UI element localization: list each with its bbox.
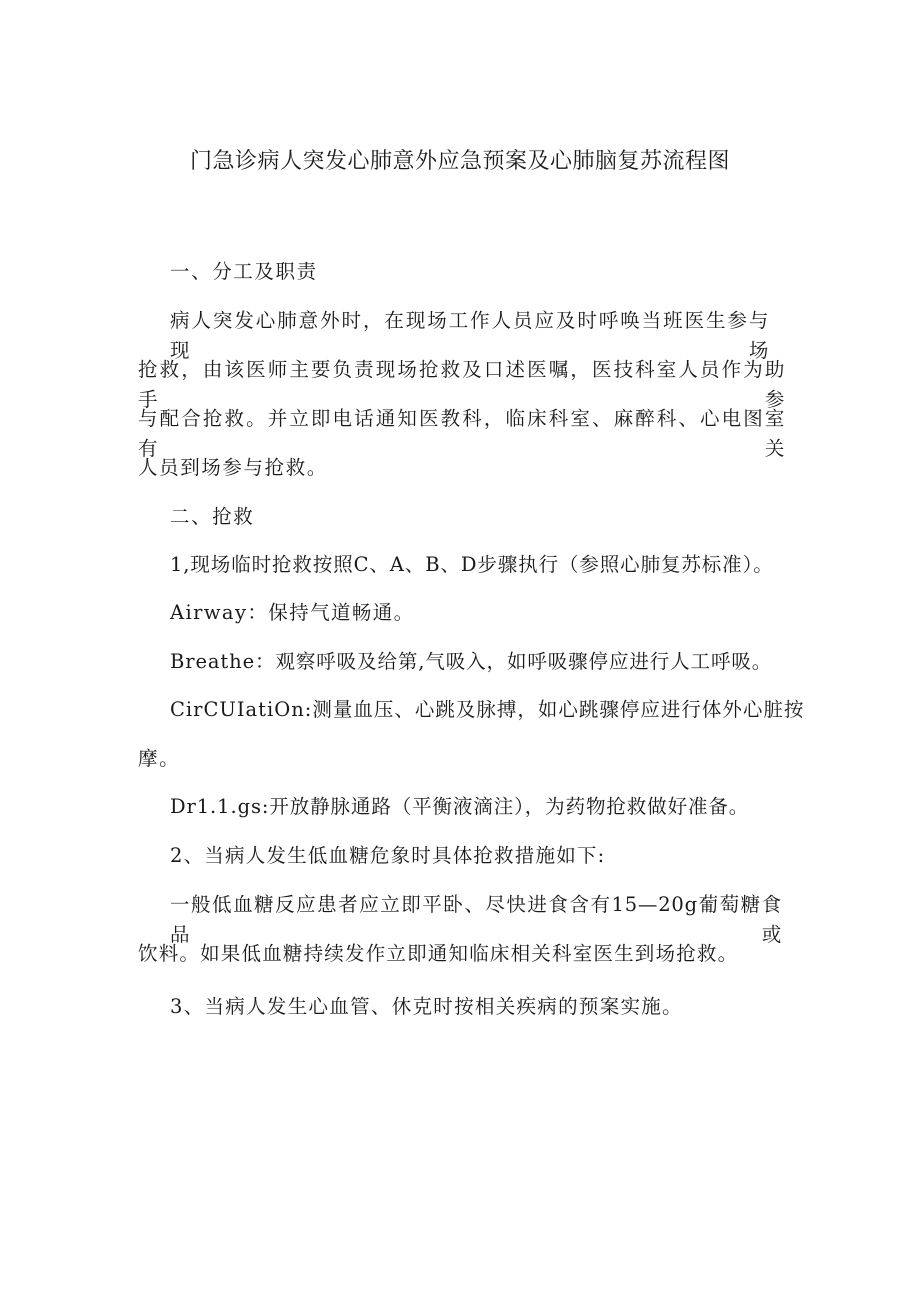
item2-line2: 饮料。如果低血糖持续发作立即通知临床相关科室医生到场抢救。 (138, 942, 739, 965)
circulation-line1: CirCUIatiOn:测量血压、心跳及脉搏，如心跳骤停应进行体外心脏按 (170, 698, 805, 721)
section2-item2: 2、当病人发生低血糖危象时具体抢救措施如下: (170, 844, 606, 867)
airway-line: Airway：保持气道畅通。 (170, 601, 415, 624)
section1-para-line2: 抢救，由该医师主要负责现场抢救及口述医嘱，医技科室人员作为助手参 (138, 358, 786, 411)
document-title: 门急诊病人突发心肺意外应急预案及心肺脑复苏流程图 (189, 149, 730, 174)
breathe-line: Breathe：观察呼吸及给第,气吸入，如呼吸骤停应进行人工呼吸。 (170, 650, 773, 673)
item2-line1: 一般低血糖反应患者应立即平卧、尽快进食含有15—20g葡萄糖食品或 (170, 893, 782, 946)
section1-heading: 一、分工及职责 (170, 260, 318, 283)
drugs-line: Dr1.1.gs:开放静脉通路（平衡液滴注），为药物抢救做好准备。 (170, 795, 750, 818)
section2-heading: 二、抢救 (170, 505, 255, 528)
section2-item3: 3、当病人发生心血管、休克时按相关疾病的预案实施。 (170, 995, 683, 1018)
section1-para-line3: 与配合抢救。并立即电话通知医教科，临床科室、麻醉科、心电图室有关 (138, 407, 786, 460)
section1-para-line4: 人员到场参与抢救。 (138, 456, 328, 479)
circulation-line2: 摩。 (138, 747, 181, 770)
section1-para-line1: 病人突发心肺意外时，在现场工作人员应及时呼唤当班医生参与现场 (170, 309, 770, 362)
section2-item1: 1,现场临时抢救按照C、A、B、D步骤执行（参照心肺复苏标准）。 (170, 553, 774, 576)
